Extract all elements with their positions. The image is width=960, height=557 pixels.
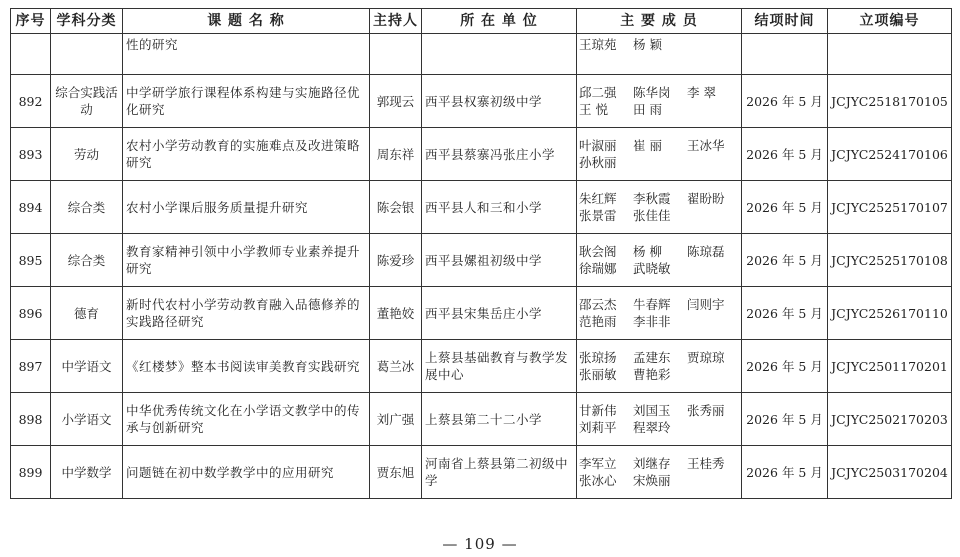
member-line (579, 190, 738, 207)
cell-title: 《红楼梦》整本书阅读审美教育实践研究 (123, 340, 370, 393)
member-line (579, 455, 738, 472)
cell-code: JCJYC2526170110 (828, 287, 952, 340)
cell-category: 综合类 (51, 234, 123, 287)
cell-category: 德育 (51, 287, 123, 340)
cell-code: JCJYC2518170105 (828, 75, 952, 128)
cell-host: 葛兰冰 (370, 340, 422, 393)
cell-end-time: 2026 年 5 月 (742, 446, 828, 499)
cell-members (577, 287, 742, 340)
member-name: 徐瑞娜 (579, 261, 617, 276)
member-name: 孙秋丽 (579, 155, 617, 170)
cell-unit: 西平县嫘祖初级中学 (422, 234, 577, 287)
member-name: 李 翠 (687, 85, 716, 100)
cell-members (577, 75, 742, 128)
cell-code: JCJYC2525170108 (828, 234, 952, 287)
header-no: 序号 (11, 9, 51, 34)
header-unit: 所 在 单 位 (422, 9, 577, 34)
cell-code: JCJYC2502170203 (828, 393, 952, 446)
member-line (579, 207, 738, 224)
member-name: 张秀丽 (687, 403, 725, 418)
cell-category: 小学语文 (51, 393, 123, 446)
header-host: 主持人 (370, 9, 422, 34)
member-name: 张佳佳 (633, 208, 671, 223)
member-name: 曹艳彩 (633, 367, 671, 382)
cell-end-time: 2026 年 5 月 (742, 75, 828, 128)
cell-unit: 西平县权寨初级中学 (422, 75, 577, 128)
member-name: 陈华岗 (633, 85, 671, 100)
header-members: 主 要 成 员 (577, 9, 742, 34)
cell-title: 农村小学课后服务质量提升研究 (123, 181, 370, 234)
member-name: 程翠玲 (633, 420, 671, 435)
member-name: 邵云杰 (579, 297, 617, 312)
table-row (11, 287, 952, 340)
cell-category: 综合类 (51, 181, 123, 234)
member-name: 叶淑丽 (579, 138, 617, 153)
cell-members (577, 340, 742, 393)
member-name: 陈琼磊 (687, 244, 725, 259)
cell-category: 综合实践活动 (51, 75, 123, 128)
cell-host: 贾东旭 (370, 446, 422, 499)
cell-title: 新时代农村小学劳动教育融入品德修养的实践路径研究 (123, 287, 370, 340)
member-line (579, 260, 738, 277)
cell-category (51, 34, 123, 75)
member-name: 朱红辉 (579, 191, 617, 206)
header-code: 立项编号 (828, 9, 952, 34)
cell-members (577, 393, 742, 446)
cell-title: 教育家精神引领中小学教师专业素养提升研究 (123, 234, 370, 287)
cell-category: 中学语文 (51, 340, 123, 393)
table-row (11, 340, 952, 393)
member-name: 翟盼盼 (687, 191, 725, 206)
member-line (579, 313, 738, 330)
member-name: 张丽敏 (579, 367, 617, 382)
member-line (579, 243, 738, 260)
cell-end-time: 2026 年 5 月 (742, 340, 828, 393)
member-line (579, 296, 738, 313)
member-name: 武晓敏 (633, 261, 671, 276)
member-line (579, 137, 738, 154)
member-line (579, 472, 738, 489)
member-name: 王桂秀 (687, 456, 725, 471)
table-row (11, 446, 952, 499)
header-title: 课 题 名 称 (123, 9, 370, 34)
cell-no: 898 (11, 393, 51, 446)
table-row (11, 181, 952, 234)
cell-end-time: 2026 年 5 月 (742, 393, 828, 446)
table-header-row (11, 9, 952, 34)
cell-no: 899 (11, 446, 51, 499)
member-name: 刘国玉 (633, 403, 671, 418)
member-line (579, 36, 738, 53)
cell-unit: 西平县宋集岳庄小学 (422, 287, 577, 340)
cell-title: 农村小学劳动教育的实施难点及改进策略研究 (123, 128, 370, 181)
member-name: 耿会阁 (579, 244, 617, 259)
cell-members (577, 234, 742, 287)
cell-code: JCJYC2503170204 (828, 446, 952, 499)
cell-code: JCJYC2524170106 (828, 128, 952, 181)
member-name: 李秋霞 (633, 191, 671, 206)
member-name: 田 雨 (633, 102, 662, 117)
member-name: 宋焕丽 (633, 473, 671, 488)
member-name: 李非非 (633, 314, 671, 329)
member-name: 甘新伟 (579, 403, 617, 418)
table-row (11, 393, 952, 446)
member-name: 范艳雨 (579, 314, 617, 329)
member-name: 孟建东 (633, 350, 671, 365)
cell-title: 中华优秀传统文化在小学语文教学中的传承与创新研究 (123, 393, 370, 446)
cell-host: 郭现云 (370, 75, 422, 128)
cell-end-time: 2026 年 5 月 (742, 287, 828, 340)
member-name: 张冰心 (579, 473, 617, 488)
cell-code (828, 34, 952, 75)
cell-category: 中学数学 (51, 446, 123, 499)
cell-no: 896 (11, 287, 51, 340)
member-line (579, 101, 738, 118)
cell-unit: 上蔡县基础教育与教学发展中心 (422, 340, 577, 393)
member-name: 刘继存 (633, 456, 671, 471)
member-name: 王 悦 (579, 102, 608, 117)
cell-members (577, 128, 742, 181)
cell-host: 董艳姣 (370, 287, 422, 340)
member-line (579, 402, 738, 419)
member-name: 张景雷 (579, 208, 617, 223)
member-name: 贾琼琼 (687, 350, 725, 365)
cell-no: 893 (11, 128, 51, 181)
cell-end-time: 2026 年 5 月 (742, 234, 828, 287)
page-number: — 109 — (442, 535, 518, 553)
member-name: 王冰华 (687, 138, 725, 153)
table-row (11, 128, 952, 181)
cell-end-time: 2026 年 5 月 (742, 128, 828, 181)
table-row-continuation (11, 34, 952, 75)
table-row (11, 234, 952, 287)
cell-title: 问题链在初中数学教学中的应用研究 (123, 446, 370, 499)
member-name: 张琼扬 (579, 350, 617, 365)
member-line (579, 84, 738, 101)
cell-code: JCJYC2501170201 (828, 340, 952, 393)
member-name: 牛春辉 (633, 297, 671, 312)
project-table (10, 8, 952, 499)
header-category: 学科分类 (51, 9, 123, 34)
cell-no (11, 34, 51, 75)
cell-code: JCJYC2525170107 (828, 181, 952, 234)
cell-title: 性的研究 (123, 34, 370, 75)
cell-unit: 上蔡县第二十二小学 (422, 393, 577, 446)
cell-unit: 河南省上蔡县第二初级中学 (422, 446, 577, 499)
table-row (11, 75, 952, 128)
member-name: 崔 丽 (633, 138, 662, 153)
cell-members (577, 34, 742, 75)
cell-no: 892 (11, 75, 51, 128)
member-line (579, 349, 738, 366)
member-line (579, 154, 738, 171)
cell-unit (422, 34, 577, 75)
member-name: 杨 颖 (633, 37, 662, 52)
cell-host: 陈爱珍 (370, 234, 422, 287)
cell-members (577, 446, 742, 499)
member-name: 邱二强 (579, 85, 617, 100)
member-name: 王琼苑 (579, 37, 617, 52)
cell-host: 刘广强 (370, 393, 422, 446)
member-line (579, 419, 738, 436)
cell-no: 894 (11, 181, 51, 234)
member-name: 刘莉平 (579, 420, 617, 435)
cell-no: 895 (11, 234, 51, 287)
header-end-time: 结项时间 (742, 9, 828, 34)
member-name: 闫则宇 (687, 297, 725, 312)
cell-no: 897 (11, 340, 51, 393)
cell-category: 劳动 (51, 128, 123, 181)
cell-title: 中学研学旅行课程体系构建与实施路径优化研究 (123, 75, 370, 128)
cell-members (577, 181, 742, 234)
cell-unit: 西平县蔡寨冯张庄小学 (422, 128, 577, 181)
member-name: 李军立 (579, 456, 617, 471)
cell-host: 陈会银 (370, 181, 422, 234)
cell-unit: 西平县人和三和小学 (422, 181, 577, 234)
member-line (579, 366, 738, 383)
cell-end-time: 2026 年 5 月 (742, 181, 828, 234)
member-name: 杨 柳 (633, 244, 662, 259)
cell-host (370, 34, 422, 75)
project-table-sheet (10, 8, 951, 499)
cell-host: 周东祥 (370, 128, 422, 181)
cell-end-time (742, 34, 828, 75)
